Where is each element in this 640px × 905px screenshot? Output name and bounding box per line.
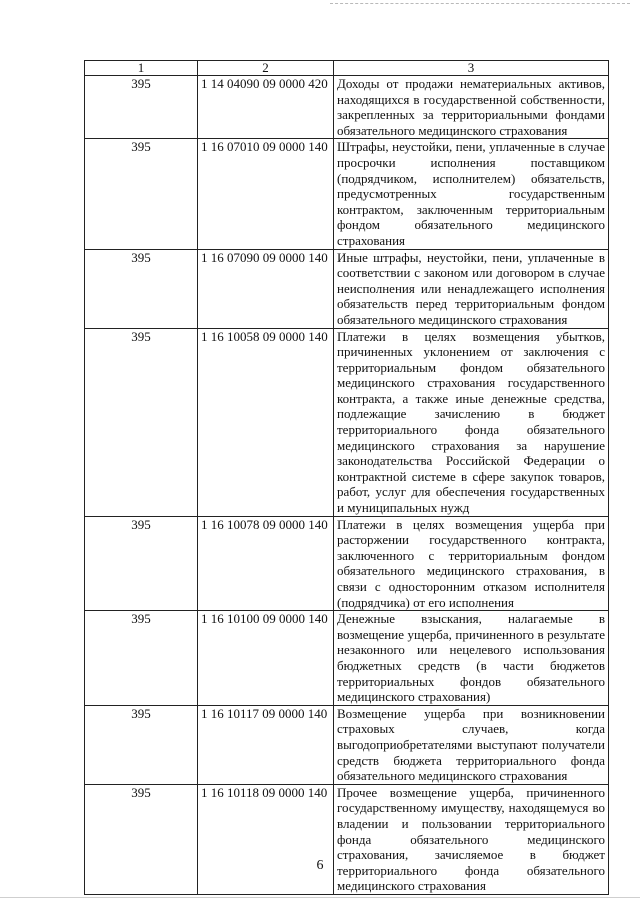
budget-classification-code-cell: 1 16 10117 09 0000 140 bbox=[198, 705, 334, 784]
revenue-description-cell: Доходы от продажи нематериальных активов, находящихся в государственной собственности, закрепленных за территориальными фондами обязательного медицинского страхования bbox=[334, 76, 609, 139]
table-row bbox=[85, 76, 609, 139]
revenue-description-cell: Прочее возмещение ущерба, причиненного государственному имуществу, находящемуся во владении и пользовании территориального фонда обязательного медицинского страхования, зачисляемое в бюджет территориального фонда обязательного медицинского страхования bbox=[334, 784, 609, 894]
budget-classification-code-cell: 1 16 07010 09 0000 140 bbox=[198, 139, 334, 249]
admin-code-cell: 395 bbox=[85, 249, 198, 328]
table-header-row bbox=[85, 61, 609, 76]
table-row bbox=[85, 249, 609, 328]
admin-code-cell: 395 bbox=[85, 611, 198, 706]
page-number: 6 bbox=[316, 858, 324, 873]
table-row bbox=[85, 139, 609, 249]
revenue-description-cell: Денежные взыскания, налагаемые в возмещение ущерба, причиненного в результате незаконного или нецелевого использования бюджетных средств (в части бюджетов территориальных фондов обязательного медицинского страхования) bbox=[334, 611, 609, 706]
budget-classification-code-cell: 1 16 07090 09 0000 140 bbox=[198, 249, 334, 328]
revenue-description-cell: Платежи в целях возмещения ущерба при расторжении государственного контракта, заключенного с территориальным фондом обязательного медицинского страхования, в связи с односторонним отказом исполнителя (подрядчика) от его исполнения bbox=[334, 516, 609, 611]
revenue-codes-table bbox=[84, 60, 609, 895]
admin-code-cell: 395 bbox=[85, 76, 198, 139]
revenue-description-cell: Штрафы, неустойки, пени, уплаченные в случае просрочки исполнения поставщиком (подрядчиком, исполнителем) обязательств, предусмотренных государственным контрактом, заключенным территориальным фондом обязательного медицинского страхования bbox=[334, 139, 609, 249]
budget-classification-code-cell: 1 16 10118 09 0000 140 bbox=[198, 784, 334, 894]
admin-code-cell: 395 bbox=[85, 328, 198, 516]
admin-code-cell: 395 bbox=[85, 139, 198, 249]
budget-classification-code-cell: 1 16 10100 09 0000 140 bbox=[198, 611, 334, 706]
admin-code-cell: 395 bbox=[85, 705, 198, 784]
table-row bbox=[85, 328, 609, 516]
revenue-description-cell: Возмещение ущерба при возникновении страховых случаев, когда выгодоприобретателями выступают получатели средств бюджета территориального фонда обязательного медицинского страхования bbox=[334, 705, 609, 784]
column-header-2: 2 bbox=[198, 61, 334, 76]
table-row bbox=[85, 516, 609, 611]
table-row bbox=[85, 705, 609, 784]
column-header-3: 3 bbox=[334, 61, 609, 76]
budget-classification-code-cell: 1 14 04090 09 0000 420 bbox=[198, 76, 334, 139]
budget-classification-code-cell: 1 16 10058 09 0000 140 bbox=[198, 328, 334, 516]
table-row bbox=[85, 784, 609, 894]
revenue-description-cell: Иные штрафы, неустойки, пени, уплаченные в соответствии с законом или договором в случае неисполнения или ненадлежащего исполнения обязательств перед территориальным фондом обязательного медицинского страхования bbox=[334, 249, 609, 328]
admin-code-cell: 395 bbox=[85, 784, 198, 894]
revenue-description-cell: Платежи в целях возмещения убытков, причиненных уклонением от заключения с территориальным фондом обязательного медицинского страхования государственного контракта, а также иные денежные средства, подлежащие зачислению в бюджет территориального фонда обязательного медицинского страхования за нарушение законодательства Российской Федерации о контрактной системе в сфере закупок товаров, работ, услуг для обеспечения государственных и муниципальных нужд bbox=[334, 328, 609, 516]
column-header-1: 1 bbox=[85, 61, 198, 76]
table-row bbox=[85, 611, 609, 706]
admin-code-cell: 395 bbox=[85, 516, 198, 611]
budget-classification-code-cell: 1 16 10078 09 0000 140 bbox=[198, 516, 334, 611]
top-edge-line bbox=[330, 3, 630, 4]
bottom-edge-line bbox=[0, 897, 640, 898]
